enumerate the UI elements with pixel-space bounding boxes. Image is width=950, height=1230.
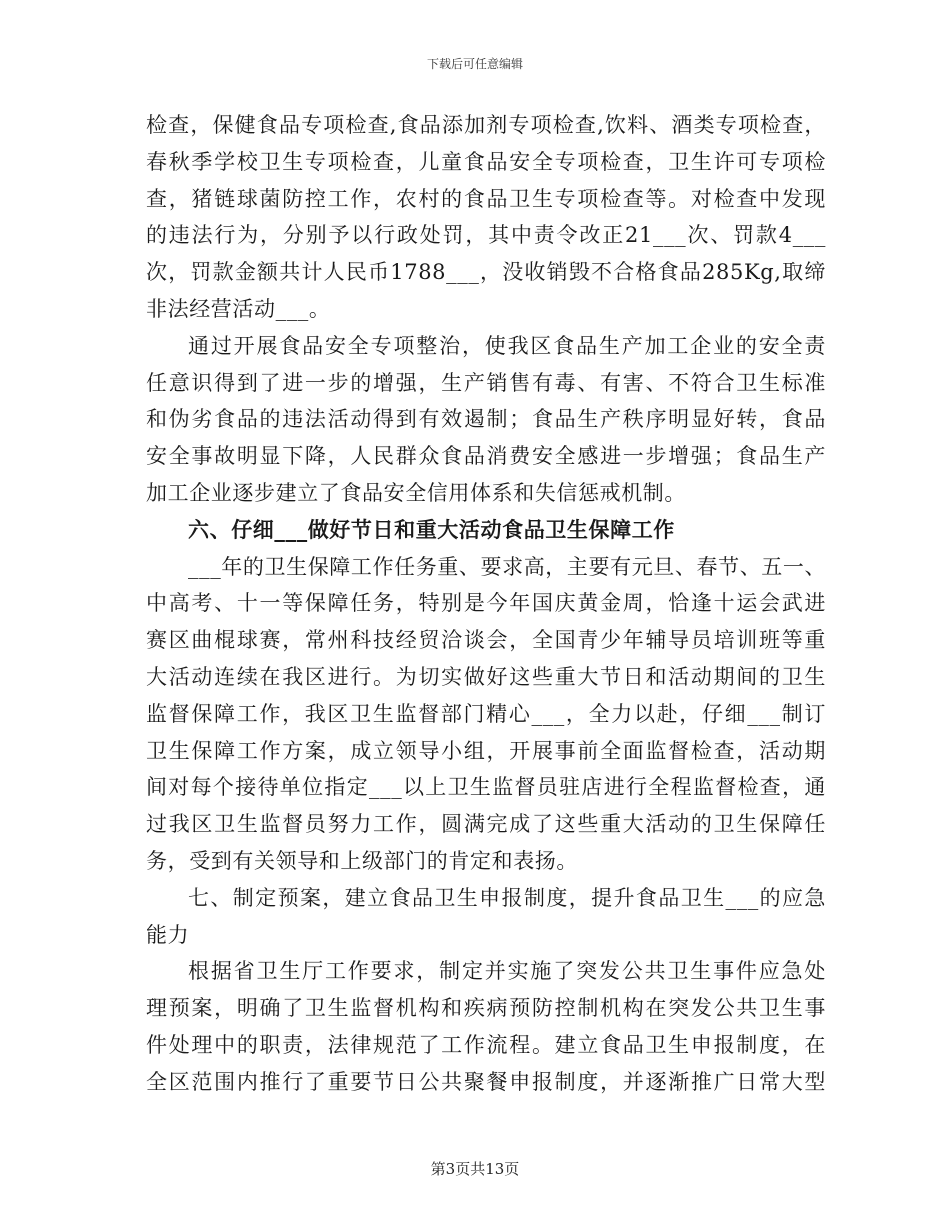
text-line: 次，罚款金额共计人民币1788___，没收销毁不合格食品285Kg,取缔 <box>146 260 826 285</box>
text-line: 非法经营活动___。 <box>146 296 331 321</box>
page-header: 下载后可任意编辑 <box>426 57 523 71</box>
text-line: 通过开展食品安全专项整治，使我区食品生产加工企业的安全责 <box>188 333 826 358</box>
page-footer: 第3页共13页 <box>430 1160 520 1178</box>
text-line: 过我区卫生监督员努力工作，圆满完成了这些重大活动的卫生保障任 <box>146 812 826 837</box>
text-line: 监督保障工作，我区卫生监督部门精心___，全力以赴，仔细___制订 <box>146 701 826 726</box>
text-line: 加工企业逐步建立了食品安全信用体系和失信惩戒机制。 <box>146 480 686 505</box>
text-line: 理预案，明确了卫生监督机构和疾病预防控制机构在突发公共卫生事 <box>146 996 826 1021</box>
text-line: 能力 <box>146 922 190 947</box>
text-line: 全区范围内推行了重要节日公共聚餐申报制度，并逐渐推广日常大型 <box>146 1069 826 1094</box>
text-line: 查，猪链球菌防控工作，农村的食品卫生专项检查等。对检查中发现 <box>146 186 826 211</box>
text-line: 七、制定预案，建立食品卫生申报制度，提升食品卫生___的应急 <box>188 885 826 910</box>
text-line: 赛区曲棍球赛，常州科技经贸洽谈会，全国青少年辅导员培训班等重 <box>146 628 826 653</box>
section-heading-line: 六、仔细___做好节日和重大活动食品卫生保障工作 <box>188 516 675 542</box>
text-line: 务，受到有关领导和上级部门的肯定和表扬。 <box>146 848 578 873</box>
text-line: ___年的卫生保障工作任务重、要求高，主要有元旦、春节、五一、 <box>188 554 827 579</box>
text-line: 大活动连续在我区进行。为切实做好这些重大节日和活动期间的卫生 <box>146 664 826 689</box>
text-line: 和伪劣食品的违法活动得到有效遏制；食品生产秩序明显好转，食品 <box>146 407 826 432</box>
text-line: 中高考、十一等保障任务，特别是今年国庆黄金周，恰逢十运会武进 <box>146 591 826 616</box>
text-line: 件处理中的职责，法律规范了工作流程。建立食品卫生申报制度，在 <box>146 1032 826 1057</box>
text-line: 春秋季学校卫生专项检查，儿童食品安全专项检查，卫生许可专项检 <box>146 149 826 174</box>
text-line: 检查，保健食品专项检查,食品添加剂专项检查,饮料、酒类专项检查， <box>146 113 826 137</box>
text-line: 间对每个接待单位指定___以上卫生监督员驻店进行全程监督检查，通 <box>146 775 826 800</box>
text-line: 的违法行为，分别予以行政处罚，其中责令改正21___次、罚款4___ <box>146 223 826 248</box>
text-line: 安全事故明显下降，人民群众食品消费安全感进一步增强；食品生产 <box>146 444 826 469</box>
text-line: 任意识得到了进一步的增强，生产销售有毒、有害、不符合卫生标准 <box>146 370 826 395</box>
document-body <box>146 107 826 1101</box>
text-line: 卫生保障工作方案，成立领导小组，开展事前全面监督检查，活动期 <box>146 738 826 763</box>
text-line: 根据省卫生厅工作要求，制定并实施了突发公共卫生事件应急处 <box>188 959 826 984</box>
